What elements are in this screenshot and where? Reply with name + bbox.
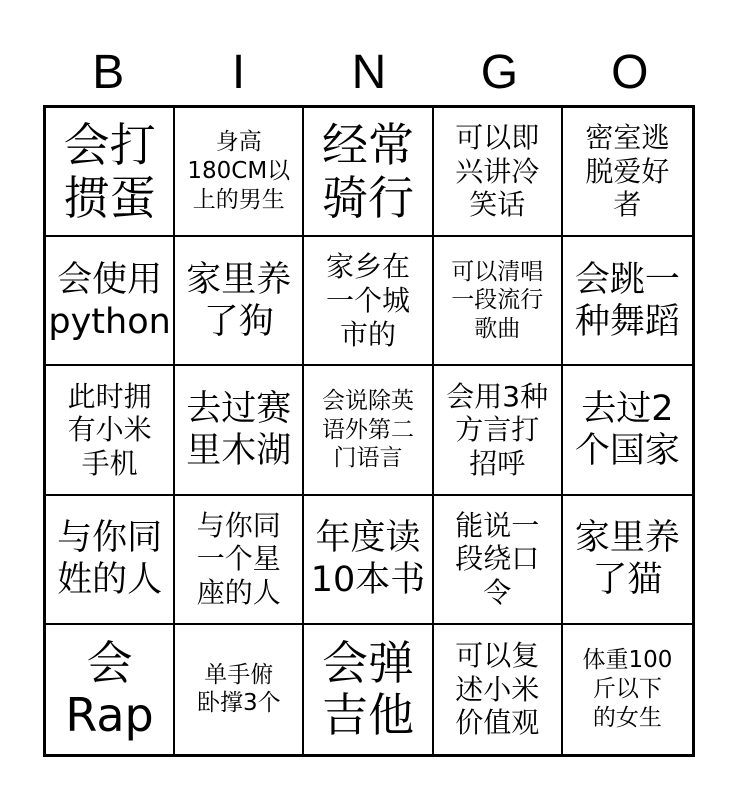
bingo-cell[interactable] [563, 366, 692, 495]
cell-text: 可以即 兴讲冷 笑话 [455, 121, 540, 222]
cell-text: 密室逃 脱爱好 者 [585, 121, 670, 222]
header-letter-g: G [480, 46, 519, 99]
header-letter-b: B [92, 46, 125, 99]
bingo-cell[interactable] [175, 237, 304, 366]
bingo-cell[interactable] [304, 625, 433, 754]
cell-text: 此时拥 有小米 手机 [67, 379, 152, 480]
bingo-cell[interactable] [434, 237, 563, 366]
cell-text: 体重100 斤以下 的女生 [582, 647, 673, 731]
bingo-cell[interactable] [175, 366, 304, 495]
bingo-cell[interactable] [304, 366, 433, 495]
cell-text: 会说除英 语外第二 门语言 [321, 387, 414, 472]
bingo-cell[interactable] [304, 496, 433, 625]
bingo-cell[interactable] [46, 496, 175, 625]
cell-text: 可以清唱 一段流行 歌曲 [451, 258, 544, 343]
cell-text: 去过赛 里木湖 [186, 388, 292, 471]
cell-text: 身高 180CM以 上的男生 [187, 129, 291, 213]
bingo-cell[interactable] [46, 366, 175, 495]
bingo-board [43, 105, 695, 757]
cell-text: 会跳一 种舞蹈 [574, 259, 680, 342]
bingo-cell[interactable] [304, 108, 433, 237]
cell-text: 单手俯 卧撑3个 [196, 661, 281, 717]
cell-text: 会用3种 方言打 招呼 [446, 379, 549, 480]
bingo-cell[interactable] [175, 625, 304, 754]
bingo-cell[interactable] [434, 496, 563, 625]
bingo-cell[interactable] [563, 108, 692, 237]
cell-text: 会弹 吉他 [321, 635, 414, 743]
cell-text: 家里养 了猫 [574, 518, 680, 601]
bingo-cell[interactable] [563, 237, 692, 366]
cell-text: 去过2 个国家 [574, 388, 680, 471]
bingo-cell[interactable] [46, 625, 175, 754]
bingo-cell[interactable] [46, 108, 175, 237]
bingo-cell[interactable] [434, 366, 563, 495]
header-letter-o: O [611, 46, 649, 99]
cell-text: 家乡在 一个城 市的 [325, 250, 410, 351]
cell-text: 年度读 10本书 [310, 518, 426, 601]
bingo-header [43, 42, 695, 104]
bingo-cell[interactable] [175, 496, 304, 625]
header-letter-i: I [231, 46, 246, 99]
header-letter-n: N [351, 46, 387, 99]
bingo-cell[interactable] [563, 496, 692, 625]
bingo-cell[interactable] [304, 237, 433, 366]
cell-text: 会 Rap [65, 635, 154, 743]
bingo-cell[interactable] [175, 108, 304, 237]
cell-text: 家里养 了狗 [186, 259, 292, 342]
cell-text: 会使用 python [48, 259, 171, 342]
cell-text: 可以复 述小米 价值观 [455, 639, 540, 740]
bingo-cell[interactable] [434, 108, 563, 237]
bingo-cell[interactable] [563, 625, 692, 754]
bingo-cell[interactable] [434, 625, 563, 754]
cell-text: 能说一 段绕口 令 [455, 508, 540, 609]
cell-text: 与你同 姓的人 [57, 518, 163, 601]
bingo-cell[interactable] [46, 237, 175, 366]
cell-text: 会打 掼蛋 [63, 117, 156, 225]
cell-text: 与你同 一个星 座的人 [196, 508, 281, 609]
cell-text: 经常 骑行 [321, 117, 414, 225]
